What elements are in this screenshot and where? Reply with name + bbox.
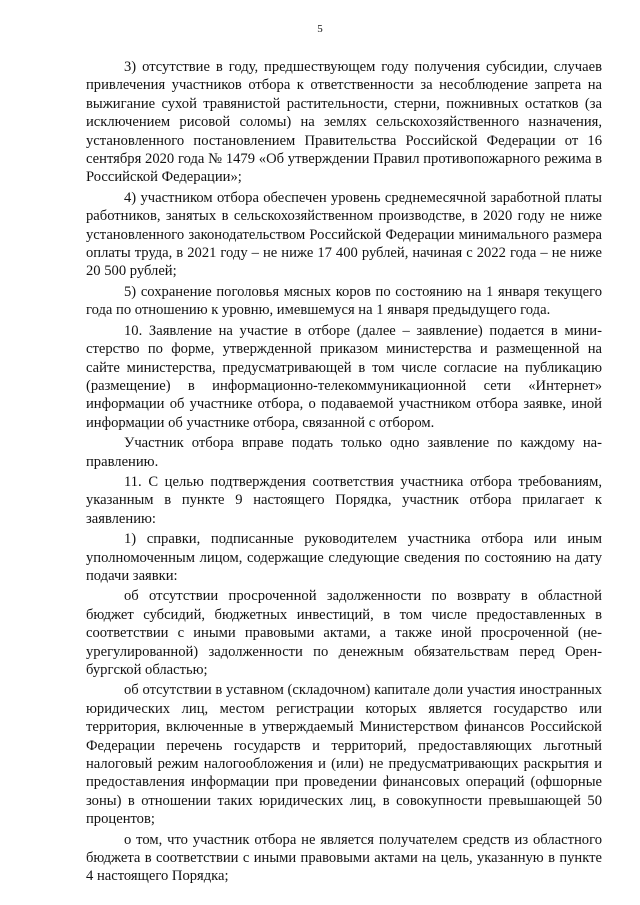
paragraph-certificates: 1) справки, подписанные руководителем участника отбора или иным уполномоченным лицом, содержащие следующие сведения по состоянию на дату подачи заявки: [86, 531, 602, 584]
paragraph-item-5: 5) сохранение поголовья мясных коров по состоянию на 1 января текущего года по отношению к уровню, имевшемуся на 1 января предыдущего года. [86, 283, 602, 319]
paragraph-item-3: 3) отсутствие в году, предшествующем году получения субсидии, случаев привлечения участников отбора к ответственности за несоблюдение запрета на выжигание сухой травянистой растительности, стерни, пожнивных остатков (за исключением рисовой соломы) на землях сельскохозяйственного назначения, установленного постановлением Правительства Российской Федерации от 16 сентября 2020 года № 1479 «Об утверждении Правил противопожарного режима в Российской Федерации»; [86, 59, 602, 186]
paragraph-single-application: Участник отбора вправе подать только одно заявление по каждому направлению. [86, 435, 602, 470]
page-number: 5 [317, 23, 323, 35]
paragraph-point-11: 11. С целью подтверждения соответствия участника отбора требованиям, указанным в пункте 9 настоящего Порядка, участник отбора прилагает к заявлению: [86, 473, 602, 527]
document-body [86, 58, 602, 886]
paragraph-not-recipient: о том, что участник отбора не является получателем средств из областного бюджета в соответствии с иными правовыми актами на цель, указанную в пункте 4 настоящего Порядка; [86, 831, 602, 885]
paragraph-no-overdue-debt: об отсутствии просроченной задолженности по возврату в областной бюджет субсидий, бюджетных инвестиций, в том числе предоставленных в соответствии с иными правовыми актами, а также иной просроченной (неурегулированной) задолженности по денежным обязательствам перед Оренбургской областью; [86, 588, 602, 678]
paragraph-point-10: 10. Заявление на участие в отборе (далее – заявление) подается в министерство по форме, утвержденной приказом министерства и размещенной на сайте министерства, предусматривающей в том числе согласие на публикацию (размещение) в информационно-телекоммуникационной сети «Интернет» информации об участнике отбора, о подаваемой участником отбора заявке, иной информации об участнике отбора, связанной с отбором. [86, 322, 602, 431]
paragraph-no-offshore-capital: об отсутствии в уставном (складочном) капитале доли участия иностранных юридических лиц, местом регистрации которых является государство или территория, включенные в утверждаемый Министерством финансов Российской Федерации перечень государств и территорий, предоставляющих льготный налоговый режим налогообложения и (или) не предусматривающих раскрытия и предоставления информации при проведении финансовых операций (офшорные зоны) в отношении таких юридических лиц, в совокупности превышающей 50 процентов; [86, 682, 602, 828]
paragraph-item-4: 4) участником отбора обеспечен уровень среднемесячной заработной платы работников, занятых в сельскохозяйственном производстве, в 2020 году не ниже установленного законодательством Российской Федерации минимального размера оплаты труда, в 2021 году – не ниже 17 400 рублей, начиная с 2022 года – не ниже 20 500 рублей; [86, 189, 602, 280]
